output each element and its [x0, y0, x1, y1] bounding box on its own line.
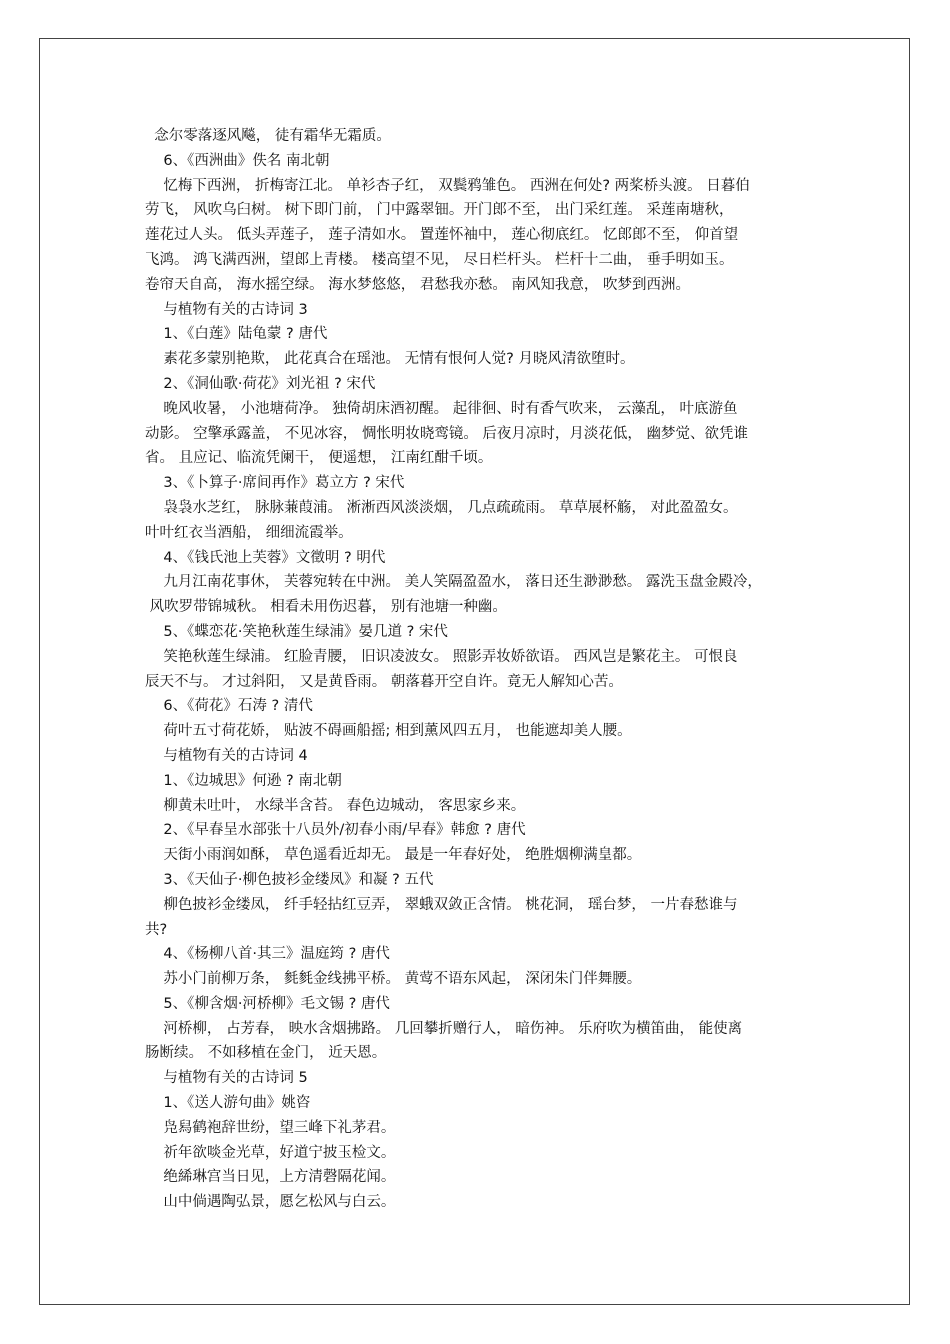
text-line: 袅袅水芝红， 脉脉蒹葭浦。 淅淅西风淡淡烟， 几点疏疏雨。 草草展杯觞， 对此盈盈女。	[145, 499, 738, 516]
text-line: 叶叶红衣当酒船， 细细流霞举。	[145, 524, 353, 541]
text-line: 苏小门前柳万条， 毵毵金线拂平桥。 黄莺不语东风起， 深闭朱门伴舞腰。	[145, 971, 642, 988]
text-line: 素花多蒙别艳欺， 此花真合在瑶池。 无情有恨何人觉? 月晓风清欲堕时。	[145, 351, 635, 368]
text-line: 省。 且应记、临流凭阑干， 便遥想， 江南红酣千顷。	[145, 450, 493, 467]
text-line: 与植物有关的古诗词 4	[145, 747, 308, 764]
text-line: 2、《洞仙歌·荷花》刘光祖 ? 宋代	[145, 375, 376, 392]
text-line: 卷帘天自高， 海水摇空绿。 海水梦悠悠， 君愁我亦愁。 南风知我意， 吹梦到西洲。	[145, 276, 691, 293]
text-line: 与植物有关的古诗词 5	[145, 1070, 308, 1087]
text-line: 凫舄鹤袍辞世纷，望三峰下礼茅君。	[145, 1119, 396, 1136]
text-line: 4、《钱氏池上芙蓉》文徵明 ? 明代	[145, 549, 386, 566]
text-line: 祈年欲啖金光草，好道宁披玉检文。	[145, 1144, 396, 1161]
text-line: 九月江南花事休， 芙蓉宛转在中洲。 美人笑隔盈盈水， 落日还生渺渺愁。 露洗玉盘金殿冷，	[145, 574, 762, 591]
text-line: 荷叶五寸荷花娇， 贴波不碍画船摇; 相到薰风四五月， 也能遮却美人腰。	[145, 723, 632, 740]
text-line: 天街小雨润如酥， 草色遥看近却无。 最是一年春好处， 绝胜烟柳满皇都。	[145, 847, 642, 864]
text-line: 忆梅下西洲， 折梅寄江北。 单衫杏子红， 双鬓鸦雏色。 西洲在何处? 两桨桥头渡。 日暮伯	[145, 177, 750, 194]
text-line: 绝絺琳宫当日见，上方清磬隔花闻。	[145, 1169, 396, 1186]
text-line: 山中倘遇陶弘景，愿乞松风与白云。	[145, 1194, 396, 1211]
text-line: 与植物有关的古诗词 3	[145, 301, 308, 318]
text-line: 3、《天仙子·柳色披衫金缕凤》和凝 ? 五代	[145, 871, 434, 888]
text-line: 笑艳秋莲生绿浦。 红脸青腰， 旧识凌波女。 照影弄妆娇欲语。 西风岂是繁花主。 可恨良	[145, 648, 738, 665]
text-line: 河桥柳， 占芳春， 映水含烟拂路。 几回攀折赠行人， 暗伤神。 乐府吹为横笛曲， 能使离	[145, 1020, 743, 1037]
text-line: 5、《柳含烟·河桥柳》毛文锡 ? 唐代	[145, 995, 390, 1012]
text-line: 肠断续。 不如移植在金门， 近天恩。	[145, 1045, 387, 1062]
text-line: 风吹罗带锦城秋。 相看未用伤迟暮， 别有池塘一种幽。	[145, 599, 507, 616]
text-line: 1、《送人游句曲》姚咨	[145, 1095, 311, 1112]
text-line: 柳黄未吐叶， 水绿半含苔。 春色边城动， 客思家乡来。	[145, 797, 526, 814]
text-line: 劳飞， 风吹乌臼树。 树下即门前， 门中露翠钿。开门郎不至， 出门采红莲。 采莲南塘秋，	[145, 202, 734, 219]
text-line: 6、《西洲曲》佚名 南北朝	[145, 152, 330, 169]
text-line: 飞鸿。 鸿飞满西洲，望郎上青楼。 楼高望不见， 尽日栏杆头。 栏杆十二曲， 垂手明如玉。	[145, 251, 734, 268]
text-line: 柳色披衫金缕凤， 纤手轻拈红豆弄， 翠蛾双敛正含情。 桃花洞， 瑶台梦， 一片春愁谁与	[145, 896, 738, 913]
text-line: 3、《卜算子·席间再作》葛立方 ? 宋代	[145, 475, 405, 492]
document-page	[39, 38, 910, 1305]
text-line: 4、《杨柳八首·其三》温庭筠 ? 唐代	[145, 946, 390, 963]
text-line: 晚风收暑， 小池塘荷净。 独倚胡床酒初醒。 起徘徊、时有香气吹来， 云藻乱， 叶底游鱼	[145, 400, 738, 417]
text-line: 辰天不与。 才过斜阳， 又是黄昏雨。 朝落暮开空自许。竟无人解知心苦。	[145, 673, 623, 690]
text-line: 1、《白莲》陆龟蒙 ? 唐代	[145, 326, 328, 343]
text-line: 动影。 空擎承露盖， 不见冰容， 惆怅明妆晓鸾镜。 后夜月凉时，月淡花低， 幽梦觉、欲凭谁	[145, 425, 749, 442]
text-line: 念尔零落逐风飚， 徒有霜华无霜质。	[145, 128, 391, 144]
text-line: 莲花过人头。 低头弄莲子， 莲子清如水。 置莲怀袖中， 莲心彻底红。 忆郎郎不至， 仰首望	[145, 227, 739, 244]
text-line: 共?	[145, 921, 168, 938]
text-line: 1、《边城思》何逊 ? 南北朝	[145, 772, 342, 789]
text-line: 2、《早春呈水部张十八员外/初春小雨/早春》韩愈 ? 唐代	[145, 822, 526, 839]
text-line: 5、《蝶恋花·笑艳秋莲生绿浦》晏几道 ? 宋代	[145, 623, 448, 640]
text-line: 6、《荷花》石涛 ? 清代	[145, 698, 313, 715]
poem-text-body	[145, 124, 835, 1215]
